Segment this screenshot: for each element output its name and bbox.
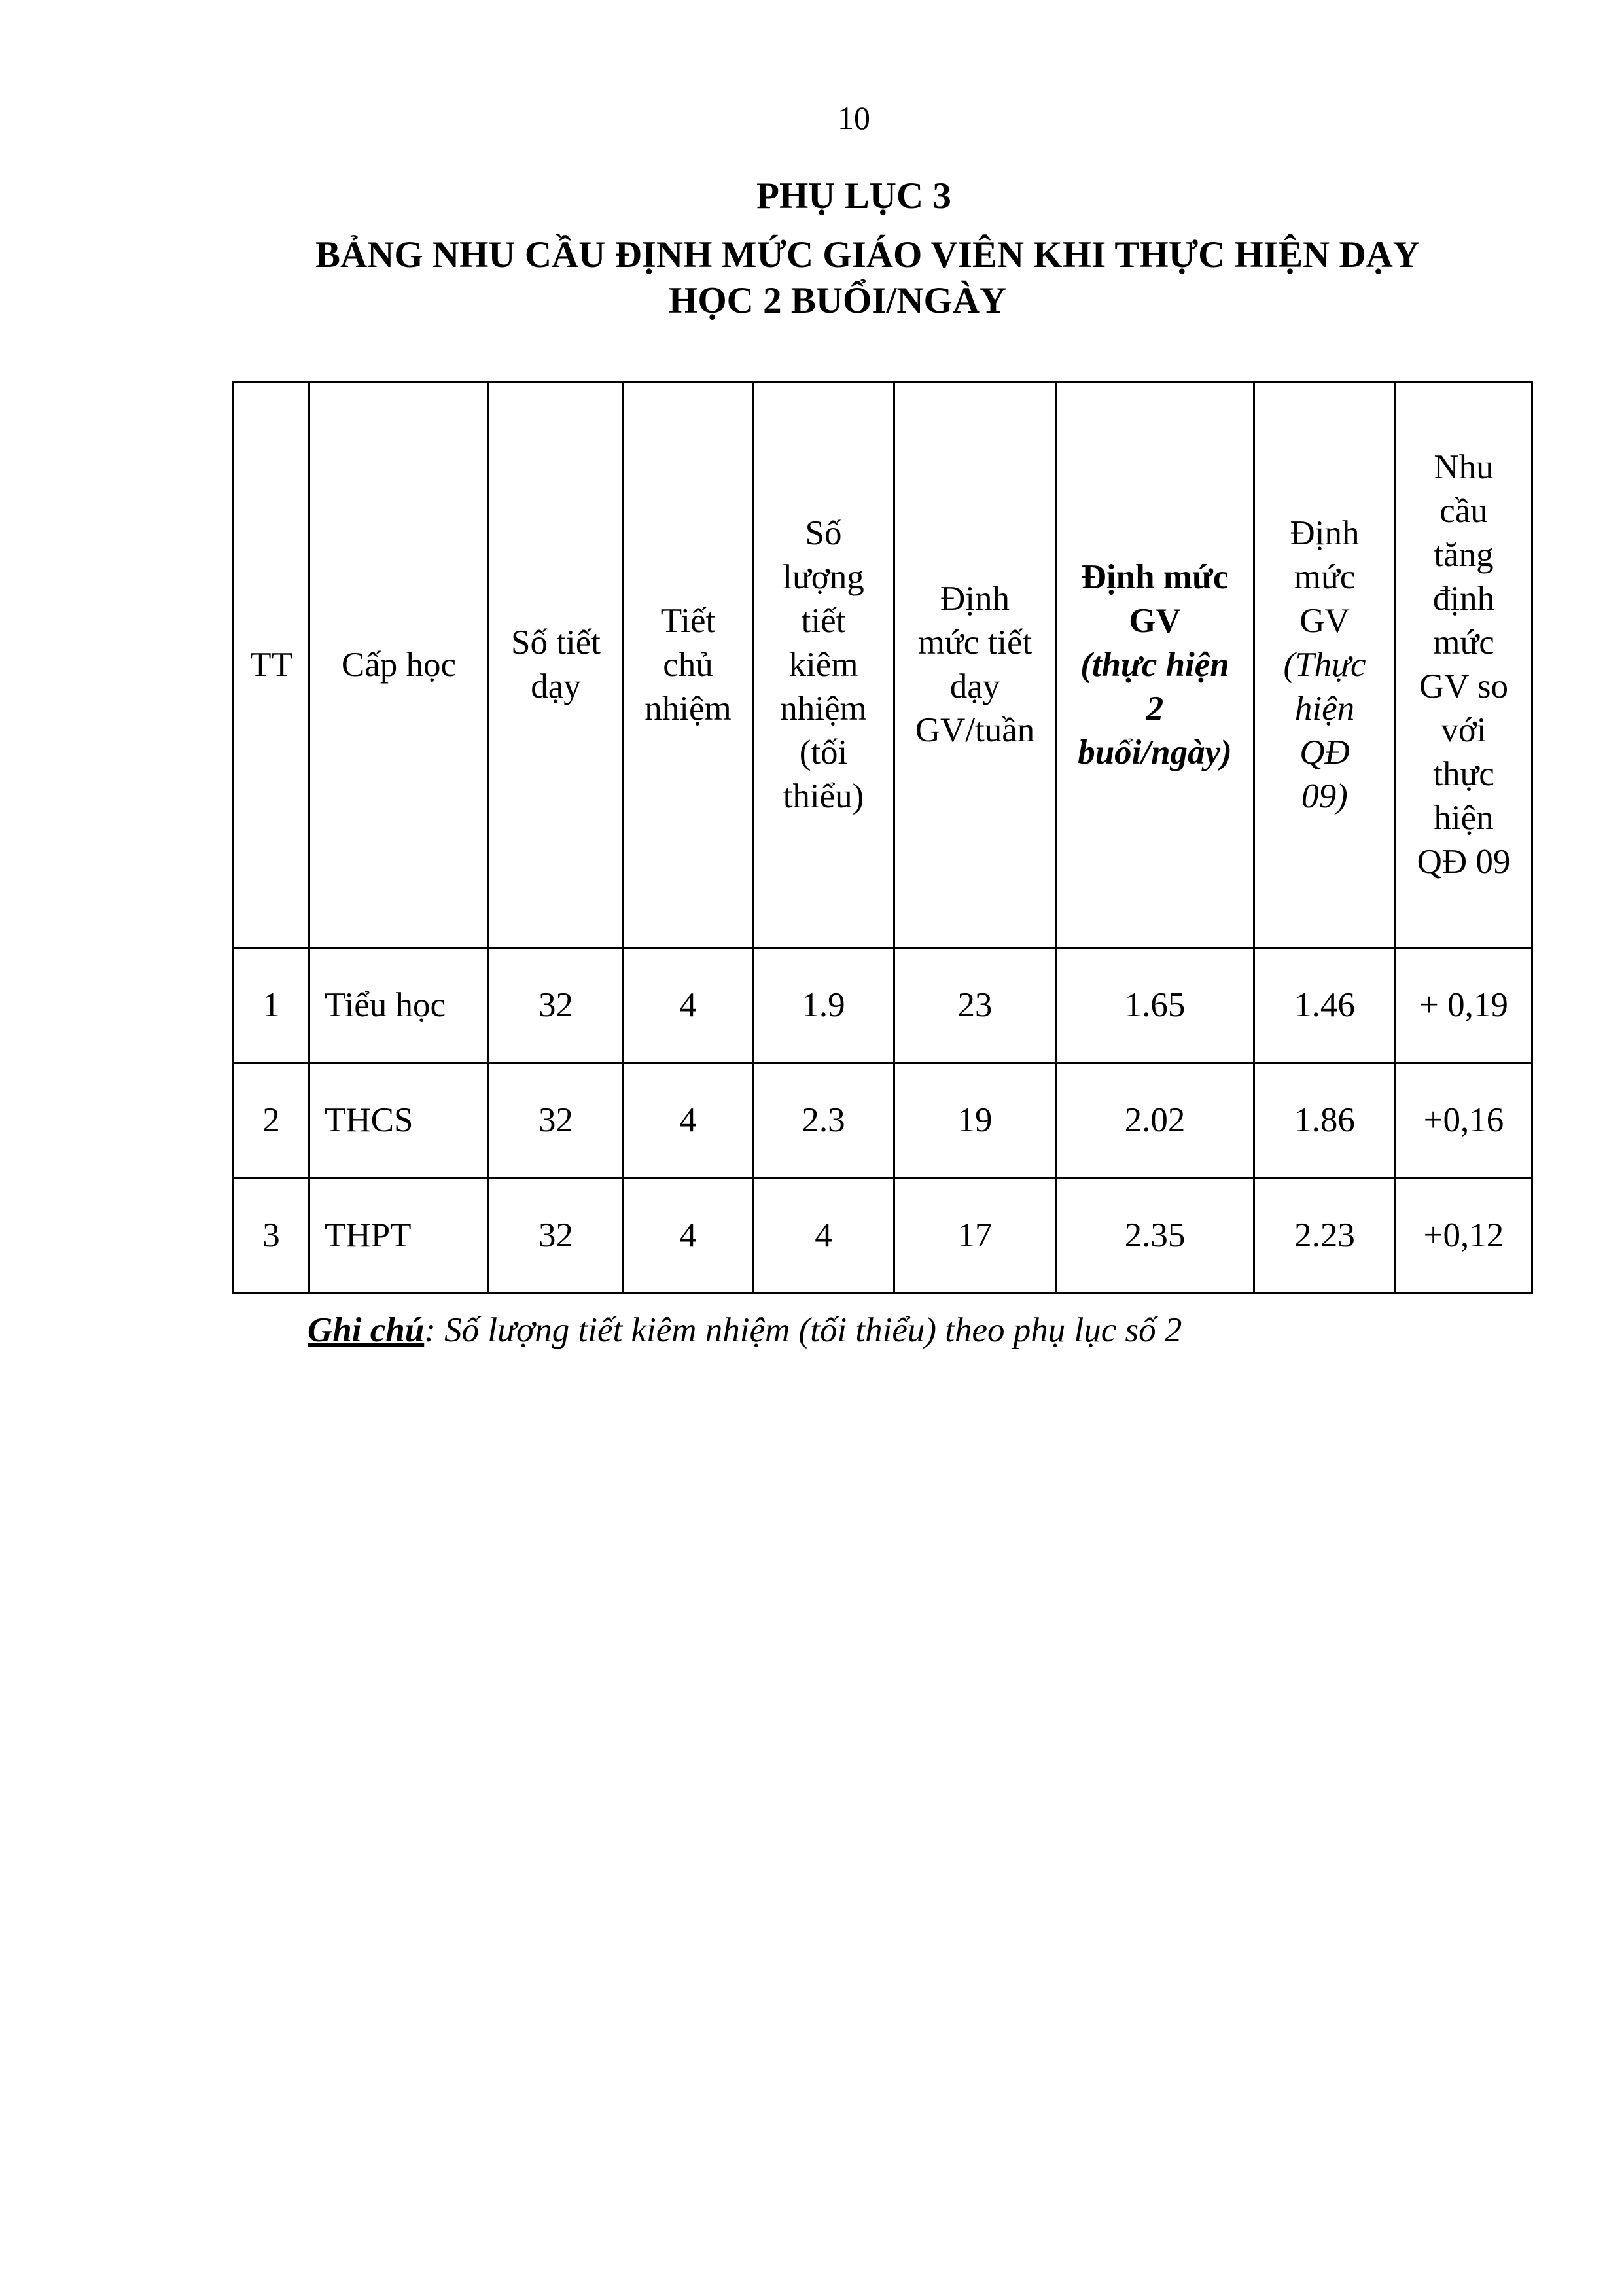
cell-norm-week: 17 — [894, 1178, 1056, 1294]
cell-increase: + 0,19 — [1396, 948, 1532, 1063]
cell-increase: +0,12 — [1396, 1178, 1532, 1294]
header-norm-week: Định mức tiết dạy GV/tuần — [894, 382, 1056, 948]
table-row — [234, 1063, 1532, 1178]
cell-tt: 1 — [234, 948, 309, 1063]
cell-norm-qd09: 1.46 — [1254, 948, 1396, 1063]
table-title-line-1: BẢNG NHU CẦU ĐỊNH MỨC GIÁO VIÊN KHI THỰC HIỆN DẠY — [315, 234, 1420, 275]
cell-periods: 32 — [489, 948, 624, 1063]
appendix-title: PHỤ LỤC 3 — [756, 175, 951, 217]
header-tt: TT — [234, 382, 309, 948]
cell-increase: +0,16 — [1396, 1063, 1532, 1178]
cell-level: Tiểu học — [309, 948, 489, 1063]
cell-homeroom: 4 — [624, 1063, 753, 1178]
table-note — [308, 1307, 1182, 1353]
table-row — [234, 948, 1532, 1063]
cell-tt: 2 — [234, 1063, 309, 1178]
header-norm-qd09: Định mức GV (Thực hiện QĐ 09) — [1254, 382, 1396, 948]
cell-homeroom: 4 — [624, 1178, 753, 1294]
cell-level: THPT — [309, 1178, 489, 1294]
cell-periods: 32 — [489, 1178, 624, 1294]
table-header-row — [234, 382, 1532, 948]
table-row — [234, 1178, 1532, 1294]
cell-concurrent: 4 — [753, 1178, 894, 1294]
cell-level: THCS — [309, 1063, 489, 1178]
table-title-line-2: HỌC 2 BUỔI/NGÀY — [669, 280, 1007, 321]
header-norm-two-sessions: Định mức GV (thực hiện 2 buổi/ngày) — [1056, 382, 1254, 948]
note-label: Ghi chú — [308, 1311, 425, 1349]
cell-homeroom: 4 — [624, 948, 753, 1063]
cell-norm-two-sessions: 1.65 — [1056, 948, 1254, 1063]
cell-concurrent: 2.3 — [753, 1063, 894, 1178]
header-concurrent: Số lượng tiết kiêm nhiệm (tối thiểu) — [753, 382, 894, 948]
header-increase: Nhu cầu tăng định mức GV so với thực hiện QĐ 09 — [1396, 382, 1532, 948]
cell-norm-qd09: 1.86 — [1254, 1063, 1396, 1178]
cell-norm-week: 19 — [894, 1063, 1056, 1178]
cell-tt: 3 — [234, 1178, 309, 1294]
cell-norm-two-sessions: 2.35 — [1056, 1178, 1254, 1294]
cell-norm-two-sessions: 2.02 — [1056, 1063, 1254, 1178]
header-level: Cấp học — [309, 382, 489, 948]
header-periods: Số tiết dạy — [489, 382, 624, 948]
cell-norm-week: 23 — [894, 948, 1056, 1063]
cell-norm-qd09: 2.23 — [1254, 1178, 1396, 1294]
cell-concurrent: 1.9 — [753, 948, 894, 1063]
header-homeroom: Tiết chủ nhiệm — [624, 382, 753, 948]
teacher-norm-table — [232, 381, 1533, 1294]
cell-periods: 32 — [489, 1063, 624, 1178]
note-text: : Số lượng tiết kiêm nhiệm (tối thiểu) theo phụ lục số 2 — [424, 1311, 1182, 1349]
page-number: 10 — [838, 99, 870, 136]
